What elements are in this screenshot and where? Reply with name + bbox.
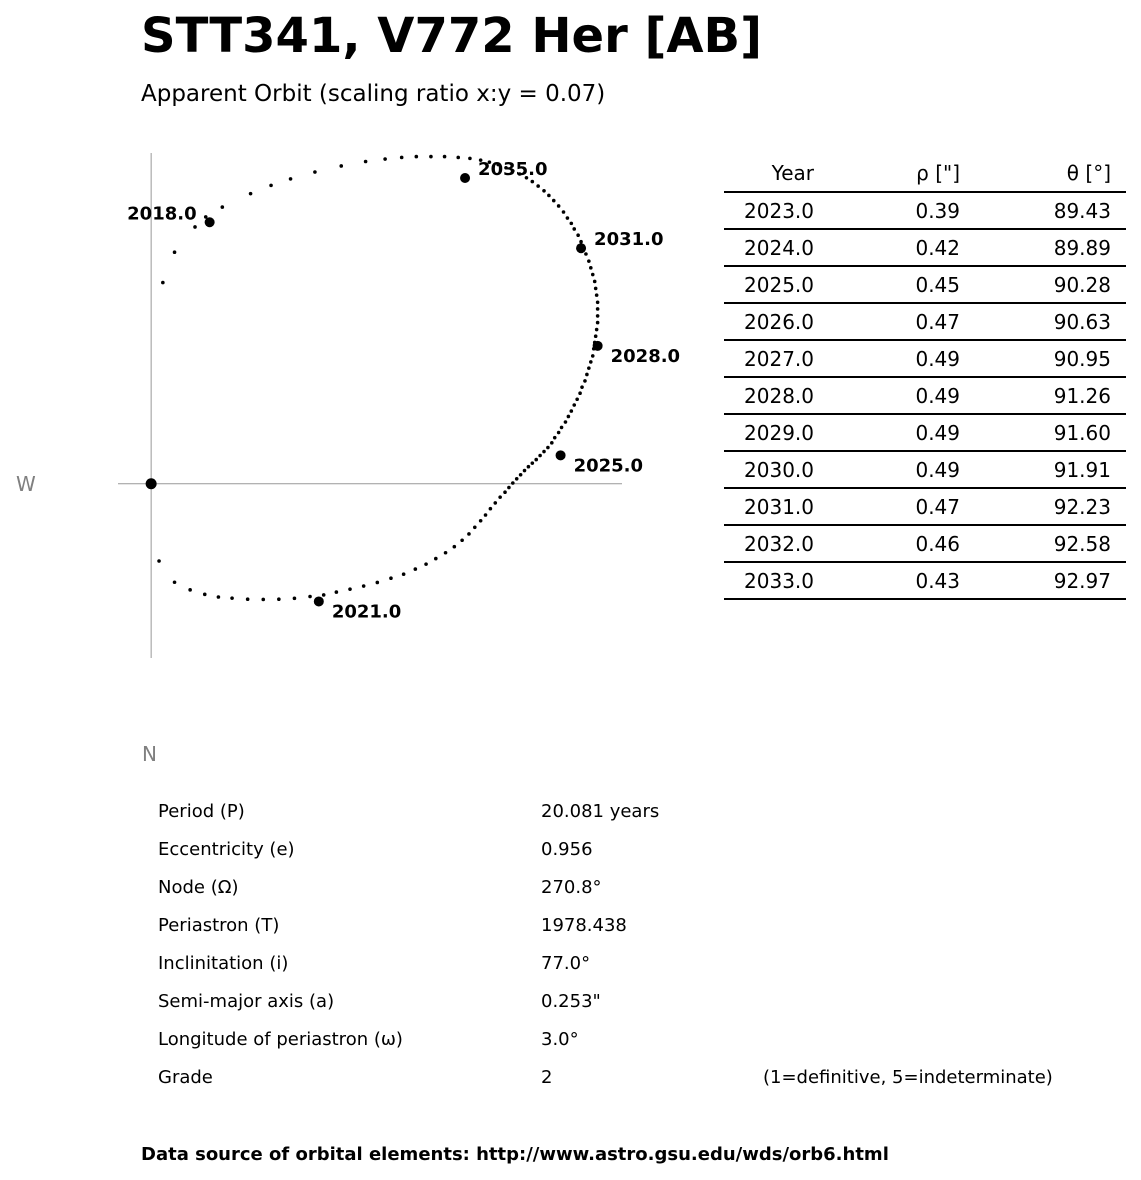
- year-cell: 2031.0: [724, 488, 829, 525]
- north-direction-label: N: [142, 742, 157, 766]
- element-value: 20.081 years: [541, 801, 660, 822]
- orbit-dot: [570, 222, 574, 226]
- epoch-point-marker: [314, 596, 324, 606]
- theta-cell: 90.28: [975, 266, 1126, 303]
- orbit-dot: [550, 441, 554, 445]
- orbit-dot: [511, 481, 515, 485]
- orbit-dot: [596, 300, 600, 304]
- orbit-dot: [515, 477, 519, 481]
- orbit-dot: [587, 366, 591, 370]
- orbit-dot: [591, 354, 595, 358]
- orbit-dot: [389, 576, 393, 580]
- epoch-point-marker: [593, 341, 603, 351]
- year-cell: 2032.0: [724, 525, 829, 562]
- epoch-point-marker: [460, 173, 470, 183]
- epoch-point-marker: [576, 243, 586, 253]
- orbit-dot: [566, 216, 570, 220]
- ephemeris-row: [724, 451, 1126, 488]
- orbit-dot: [468, 157, 472, 161]
- orbit-dot: [580, 385, 584, 389]
- orbit-dot: [364, 160, 368, 164]
- theta-cell: 92.58: [975, 525, 1126, 562]
- epoch-label: 2021.0: [331, 601, 402, 623]
- orbit-dot: [193, 225, 197, 229]
- orbit-dot: [587, 259, 591, 263]
- orbit-dot: [424, 562, 428, 566]
- rho-cell: 0.42: [829, 229, 975, 266]
- orbit-dot: [576, 233, 580, 237]
- orbit-dot: [552, 199, 556, 203]
- orbit-dot: [479, 519, 483, 523]
- orbit-dot: [557, 204, 561, 208]
- element-name: Grade: [158, 1067, 213, 1088]
- orbit-dot: [293, 597, 297, 601]
- element-value: 3.0°: [541, 1029, 579, 1050]
- orbit-dot: [246, 597, 250, 601]
- theta-column-header: θ [°]: [975, 155, 1126, 192]
- year-cell: 2026.0: [724, 303, 829, 340]
- element-name: Periastron (T): [158, 915, 280, 936]
- orbit-dot: [460, 538, 464, 542]
- year-cell: 2023.0: [724, 192, 829, 229]
- ephemeris-row: [724, 192, 1126, 229]
- orbit-dot: [383, 157, 387, 161]
- orbit-dot: [591, 273, 595, 277]
- orbit-dot: [322, 593, 326, 597]
- element-name: Period (P): [158, 801, 245, 822]
- orbit-dot: [339, 164, 343, 168]
- orbit-dot: [519, 473, 523, 477]
- orbit-dot: [584, 252, 588, 256]
- element-value: 1978.438: [541, 915, 627, 936]
- orbit-dot: [473, 525, 477, 529]
- orbit-dot: [376, 581, 380, 585]
- chart-title: STT341, V772 Her [AB]: [141, 8, 763, 64]
- orbit-dot: [523, 469, 527, 473]
- orbit-dot: [585, 373, 589, 377]
- orbit-dot: [589, 360, 593, 364]
- rho-cell: 0.49: [829, 414, 975, 451]
- orbit-dot: [557, 431, 561, 435]
- orbit-dot: [507, 486, 511, 490]
- orbit-dot: [596, 321, 600, 325]
- orbit-dot: [188, 588, 192, 592]
- orbit-dot: [493, 501, 497, 505]
- year-cell: 2029.0: [724, 414, 829, 451]
- rho-column-header: ρ ["]: [829, 155, 975, 192]
- theta-cell: 92.97: [975, 562, 1126, 599]
- element-name: Semi-major axis (a): [158, 991, 335, 1012]
- orbit-dot: [562, 210, 566, 214]
- orbit-dot: [595, 293, 599, 297]
- ephemeris-row: [724, 303, 1126, 340]
- orbit-dot: [572, 403, 576, 407]
- rho-cell: 0.47: [829, 488, 975, 525]
- orbit-dot: [538, 454, 542, 458]
- orbit-dot: [527, 465, 531, 469]
- orbit-dot: [362, 584, 366, 588]
- orbit-dot: [230, 596, 234, 600]
- orbit-dot: [415, 155, 419, 159]
- ephemeris-header-row: [724, 155, 1126, 192]
- orbit-dot: [560, 426, 564, 430]
- orbit-dot: [594, 334, 598, 338]
- ephemeris-row: [724, 340, 1126, 377]
- theta-cell: 90.95: [975, 340, 1126, 377]
- orbit-dot: [414, 567, 418, 571]
- orbit-dot: [484, 513, 488, 517]
- year-cell: 2024.0: [724, 229, 829, 266]
- ephemeris-row: [724, 525, 1126, 562]
- ephemeris-row: [724, 377, 1126, 414]
- year-cell: 2025.0: [724, 266, 829, 303]
- rho-cell: 0.39: [829, 192, 975, 229]
- theta-cell: 91.60: [975, 414, 1126, 451]
- theta-cell: 92.23: [975, 488, 1126, 525]
- orbit-dot: [348, 587, 352, 591]
- orbit-dot: [595, 328, 599, 332]
- epoch-label: 2018.0: [127, 203, 197, 225]
- orbit-dot: [531, 180, 535, 184]
- epoch-label: 2025.0: [573, 455, 644, 477]
- epoch-point-marker: [556, 450, 566, 460]
- orbit-dot: [570, 409, 574, 413]
- orbit-dot: [534, 458, 538, 462]
- ephemeris-row: [724, 229, 1126, 266]
- rho-cell: 0.45: [829, 266, 975, 303]
- orbit-dot: [402, 572, 406, 576]
- orbit-dot: [536, 184, 540, 188]
- epoch-point-marker: [205, 217, 215, 227]
- orbit-dot: [161, 281, 165, 285]
- orbit-dot: [203, 593, 207, 597]
- chart-subtitle: Apparent Orbit (scaling ratio x:y = 0.07): [141, 81, 606, 107]
- epoch-label: 2028.0: [610, 345, 681, 367]
- ephemeris-row: [724, 562, 1126, 599]
- orbit-dot: [542, 450, 546, 454]
- theta-cell: 91.91: [975, 451, 1126, 488]
- theta-cell: 89.43: [975, 192, 1126, 229]
- theta-cell: 89.89: [975, 229, 1126, 266]
- rho-cell: 0.47: [829, 303, 975, 340]
- orbit-dot: [434, 557, 438, 561]
- orbit-dot: [546, 446, 550, 450]
- element-value: 2: [541, 1067, 553, 1088]
- orbit-dot: [575, 397, 579, 401]
- orbit-dot: [578, 391, 582, 395]
- orbit-dot: [453, 545, 457, 549]
- orbit-dot: [583, 379, 587, 383]
- orbit-dot: [335, 590, 339, 594]
- orbit-dot: [572, 227, 576, 231]
- orbit-dot: [564, 420, 568, 424]
- element-name: Eccentricity (e): [158, 839, 295, 860]
- orbit-dot: [579, 240, 583, 244]
- primary-star-marker: [146, 478, 157, 489]
- ephemeris-row: [724, 414, 1126, 451]
- ephemeris-table: [724, 155, 1126, 600]
- orbit-dot: [456, 156, 460, 160]
- data-source-footer: Data source of orbital elements: http://www.astro.gsu.edu/wds/orb6.html: [141, 1144, 889, 1165]
- orbit-dot: [467, 532, 471, 536]
- year-cell: 2033.0: [724, 562, 829, 599]
- orbit-dot: [217, 595, 221, 599]
- element-name: Longitude of periastron (ω): [158, 1029, 403, 1050]
- year-column-header: Year: [724, 155, 829, 192]
- year-cell: 2030.0: [724, 451, 829, 488]
- orbit-dot: [400, 156, 404, 160]
- orbit-dot: [157, 559, 161, 563]
- element-name: Node (Ω): [158, 877, 239, 898]
- orbit-dot: [444, 551, 448, 555]
- orbit-dot: [589, 266, 593, 270]
- rho-cell: 0.49: [829, 451, 975, 488]
- epoch-label: 2031.0: [594, 229, 664, 251]
- ephemeris-row: [724, 488, 1126, 525]
- orbit-dot: [221, 205, 225, 209]
- orbit-dot: [553, 436, 557, 440]
- orbit-dot: [308, 595, 312, 599]
- orbit-dot: [593, 280, 597, 284]
- rho-cell: 0.43: [829, 562, 975, 599]
- element-value: 77.0°: [541, 953, 591, 974]
- rho-cell: 0.46: [829, 525, 975, 562]
- orbit-dot: [596, 314, 600, 318]
- orbit-dot: [547, 194, 551, 198]
- orbit-dot: [542, 189, 546, 193]
- rho-cell: 0.49: [829, 340, 975, 377]
- orbit-dot: [249, 192, 253, 196]
- theta-cell: 90.63: [975, 303, 1126, 340]
- orbit-dot: [596, 307, 600, 311]
- west-direction-label: W: [16, 472, 36, 496]
- ephemeris-row: [724, 266, 1126, 303]
- orbit-dot: [261, 598, 265, 602]
- element-note: (1=definitive, 5=indeterminate): [763, 1067, 1053, 1088]
- orbit-dot: [567, 415, 571, 419]
- orbit-dot: [531, 461, 535, 465]
- element-name: Inclinitation (i): [158, 953, 289, 974]
- theta-cell: 91.26: [975, 377, 1126, 414]
- orbit-dot: [443, 155, 447, 159]
- orbit-dot: [594, 287, 598, 291]
- orbit-dot: [313, 170, 317, 174]
- year-cell: 2028.0: [724, 377, 829, 414]
- year-cell: 2027.0: [724, 340, 829, 377]
- orbit-dot: [489, 507, 493, 511]
- orbit-dot: [173, 580, 177, 584]
- element-value: 0.253": [541, 991, 601, 1012]
- orbit-dot: [429, 155, 433, 159]
- orbit-dot: [277, 597, 281, 601]
- rho-cell: 0.49: [829, 377, 975, 414]
- orbit-dot: [498, 495, 502, 499]
- element-value: 0.956: [541, 839, 593, 860]
- orbit-dot: [173, 250, 177, 254]
- orbit-dot: [269, 184, 273, 188]
- orbit-dot: [289, 177, 293, 181]
- element-value: 270.8°: [541, 877, 602, 898]
- epoch-label: 2035.0: [478, 159, 548, 181]
- orbit-dot: [503, 490, 507, 494]
